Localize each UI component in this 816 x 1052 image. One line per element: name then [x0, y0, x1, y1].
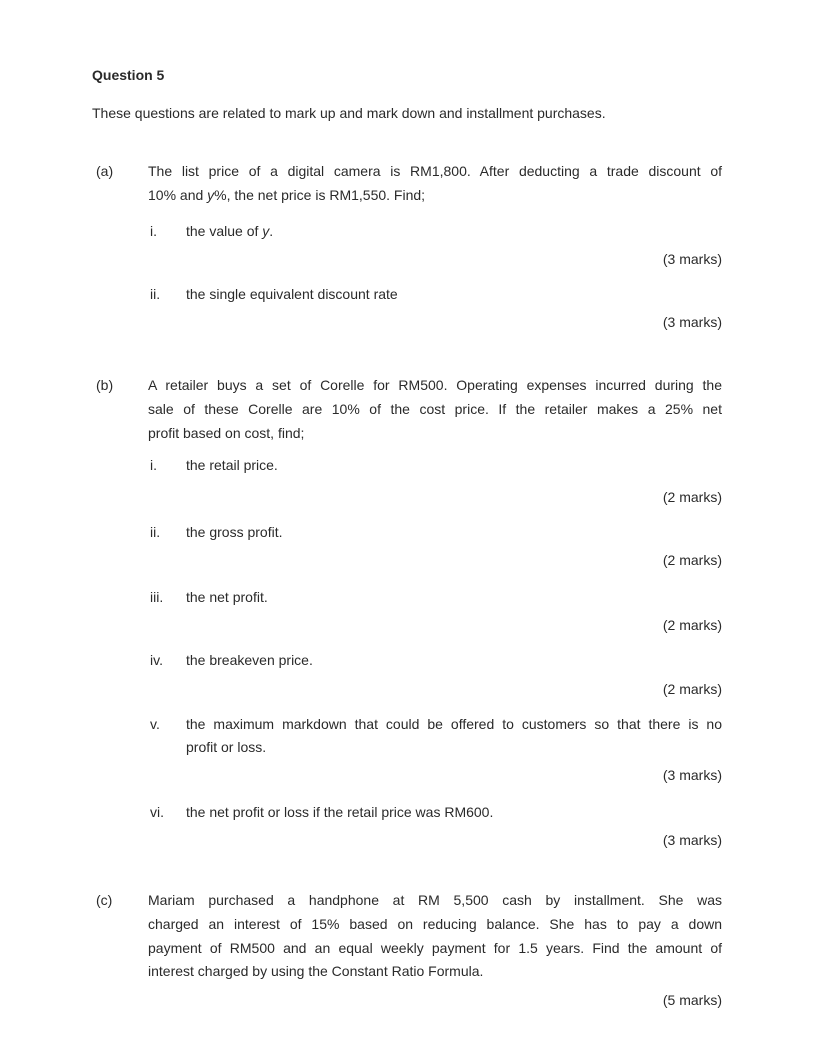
marks: (2 marks): [662, 489, 722, 505]
part-c-line: charged an interest of 15% based on reducing balance. She has to pay a down: [148, 916, 722, 932]
marks: (3 marks): [662, 251, 722, 267]
item-number: iv.: [150, 652, 163, 668]
item-text: the maximum markdown that could be offered to customers so that there is no: [186, 716, 722, 732]
part-a-line: 10% and y%, the net price is RM1,550. Find;: [148, 187, 426, 203]
item-number: i.: [150, 223, 157, 239]
item-text: the retail price.: [186, 457, 278, 473]
intro-text: These questions are related to mark up and mark down and installment purchases.: [92, 105, 606, 121]
item-text: the single equivalent discount rate: [186, 286, 398, 302]
item-number: iii.: [150, 589, 164, 605]
item-number: ii.: [150, 524, 161, 540]
item-number: i.: [150, 457, 157, 473]
part-c-line: payment of RM500 and an equal weekly payment for 1.5 years. Find the amount of: [148, 940, 722, 956]
item-text: profit or loss.: [186, 739, 267, 755]
item-text: the net profit or loss if the retail price was RM600.: [186, 804, 494, 820]
item-text: the breakeven price.: [186, 652, 313, 668]
marks: (3 marks): [662, 767, 722, 783]
item-number: ii.: [150, 286, 161, 302]
part-b-line: profit based on cost, find;: [148, 425, 305, 441]
marks: (5 marks): [662, 992, 722, 1008]
item-number: vi.: [150, 804, 164, 820]
question-title: Question 5: [92, 67, 165, 83]
part-b-label: (b): [96, 377, 114, 393]
item-text: the value of y.: [186, 223, 274, 239]
part-a-label: (a): [96, 163, 114, 179]
part-c-label: (c): [96, 892, 113, 908]
part-c-line: interest charged by using the Constant Ratio Formula.: [148, 963, 484, 979]
part-a-line: The list price of a digital camera is RM1,800. After deducting a trade discount of: [148, 163, 722, 179]
marks: (2 marks): [662, 552, 722, 568]
part-c-line: Mariam purchased a handphone at RM 5,500 cash by installment. She was: [148, 892, 722, 908]
variable-y: y: [207, 187, 215, 203]
item-text: the net profit.: [186, 589, 268, 605]
marks: (3 marks): [662, 314, 722, 330]
marks: (3 marks): [662, 832, 722, 848]
marks: (2 marks): [662, 617, 722, 633]
part-b-line: sale of these Corelle are 10% of the cost price. If the retailer makes a 25% net: [148, 401, 722, 417]
item-text: the gross profit.: [186, 524, 283, 540]
part-b-line: A retailer buys a set of Corelle for RM500. Operating expenses incurred during the: [148, 377, 722, 393]
marks: (2 marks): [662, 681, 722, 697]
item-number: v.: [150, 716, 160, 732]
variable-y: y: [262, 223, 270, 239]
